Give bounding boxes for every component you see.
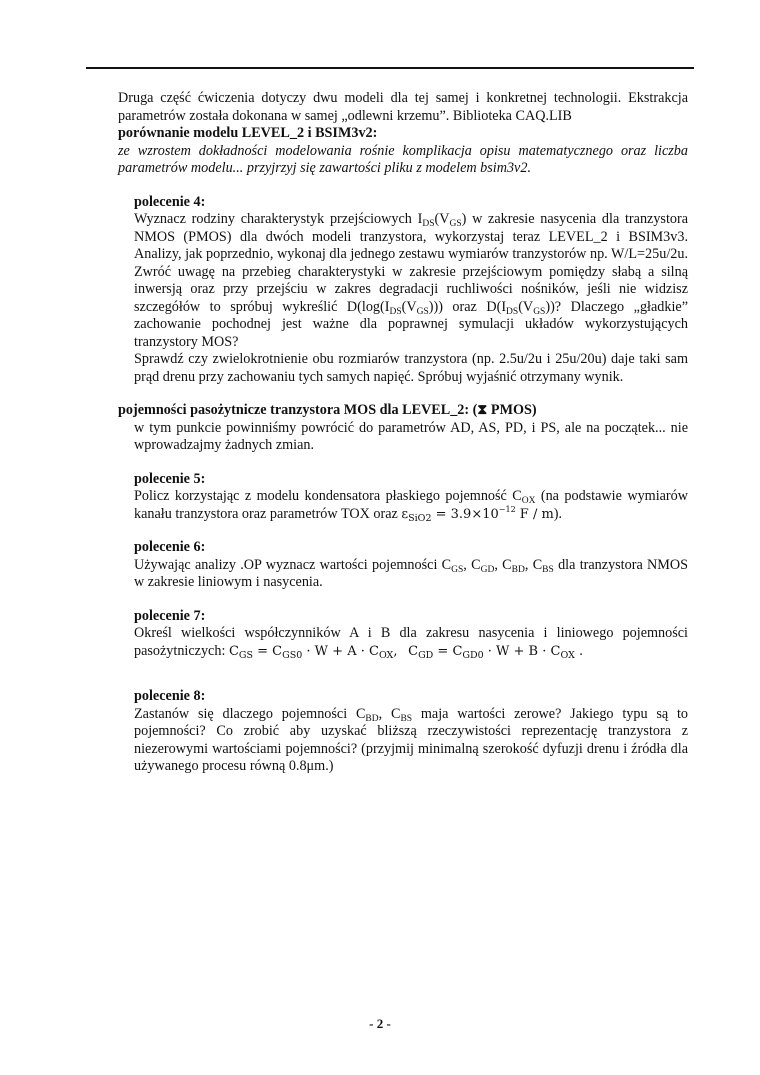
polecenie-7-text: Określ wielkości współczynników A i B dla zakresu nasycenia i liniowego pojemności pasożytniczych: $C_{GS} = C_{GS0} \cdot W + A \cdot C_{OX}$, $C_{GD} = C_{GD0} \cdot W + B \cdot C_{OX}$ . [134, 625, 688, 661]
section2-heading: pojemności pasożytnicze tranzystora MOS dla LEVEL_2: (⧗ PMOS) [118, 402, 537, 418]
page-number: - 2 - [369, 1016, 391, 1031]
polecenie-7 [134, 608, 688, 661]
polecenie-6 [134, 539, 688, 592]
polecenie-5-title: polecenie 5: [134, 470, 206, 487]
intro-paragraph [118, 90, 688, 125]
polecenie-8-title: polecenie 8: [134, 688, 206, 704]
section1-heading: porównanie modelu LEVEL_2 i BSIM3v2: [118, 125, 378, 141]
section1-note: ze wzrostem dokładności modelowania rośnie komplikacja opisu matematycznego oraz liczba parametrów modelu... przyjrzyj się zawartości pliku z modelem bsim3v2. [118, 142, 688, 176]
polecenie-5 [134, 471, 688, 524]
formula-cgs: $C_{GS} = C_{GS0} \cdot W + A \cdot C_{OX}$, [228, 643, 398, 661]
polecenie-5-text: Policz korzystając z modelu kondensatora płaskiego pojemność $C_{OX}$ (na podstawie wymiarów kanału tranzystora oraz parametrów TOX oraz $\varepsilon_{SiO2} = 3.9\times 10^{-12}$ F / m). [134, 488, 688, 524]
intro-text: Druga część ćwiczenia dotyczy dwu modeli dla tej samej i konkretnej technologii. Ekstrakcja parametrów została dokonana w samej „odlewni krzemu”. Biblioteka CAQ.LIB [118, 90, 688, 124]
formula-cgd: $C_{GD} = C_{GD0} \cdot W + B \cdot C_{OX}$ . [408, 643, 584, 661]
polecenie-4-para2: Sprawdź czy zwielokrotnienie obu rozmiarów tranzystora (np. 2.5u/2u i 25u/20u) daje taki sam prąd drenu przy zachowaniu tych samych napięć. Spróbuj wyjaśnić otrzymany wynik. [134, 351, 688, 385]
top-rule [86, 67, 694, 69]
polecenie-4-title: polecenie 4: [134, 193, 206, 210]
polecenie-6-text: Używając analizy .OP wyznacz wartości pojemności $C_{GS}$, $C_{GD}$, $C_{BD}$, $C_{BS}$ dla tranzystora NMOS w zakresie liniowym i nasycenia. [134, 556, 689, 590]
polecenie-8-text: Zastanów się dlaczego pojemności $C_{BD}$, $C_{BS}$ maja wartości zerowe? Jakiego typu są to pojemności? Co zrobić aby uzyskać bliższą rzeczywistości reprezentację tranzystora z niezerowymi wartościami pojemności? (przyjmij minimalną szerokość dyfuzji drenu i źródła dla używanego procesu równą 0.8μm.) [134, 705, 689, 774]
polecenie-8 [134, 688, 688, 776]
polecenie-7-title: polecenie 7: [134, 607, 206, 624]
section2-text: w tym punkcie powinniśmy powrócić do parametrów AD, AS, PD, i PS, ale na początek... nie wprowadzajmy żadnych zmian. [134, 419, 688, 453]
polecenie-6-title: polecenie 6: [134, 539, 206, 555]
polecenie-4 [134, 194, 688, 387]
hourglass-icon: ⧗ [477, 402, 488, 418]
document-body [118, 90, 688, 776]
polecenie-4-text: Wyznacz rodziny charakterystyk przejściowych $I_{DS}(V_{GS})$ w zakresie nasycenia dla tranzystora NMOS (PMOS) dla dwóch modeli tranzystora, wykorzystaj teraz LEVEL_2 i BSIM3v3. Analizy, jak poprzednio, wykonaj dla jednego zestawu wymiarów tranzystorów np. W/L=25u/2u. Zwróć uwagę na przebieg charakterystyki w zakresie przejściowym pomiędzy słabą a silną inwersją oraz przy przejściu w zakres degradacji ruchliwości nośników, jeśli nie widzisz szczegółów to spróbuj wykreślić $D(\log(I_{DS}(V_{GS})))$ oraz $D(I_{DS}(V_{GS}))$? Dlaczego „gładkie” zachowanie pochodnej jest ważne dla poprawnej symulacji układów wykorzystujących tranzystory MOS? [134, 211, 689, 350]
